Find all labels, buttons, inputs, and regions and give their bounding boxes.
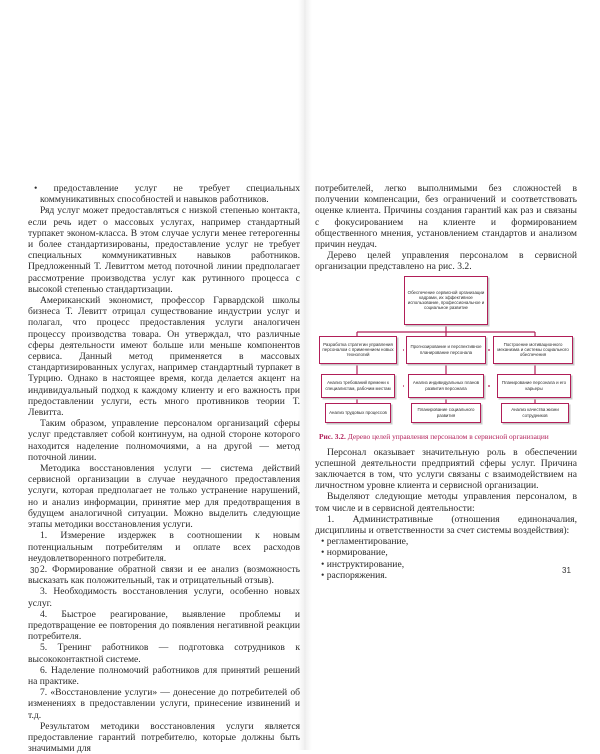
list-item: 4. Быстрое реагирование, выявление проблемы и предотвращение ее повторения до появления негативной реакции потребителя. [28,608,300,643]
right-page [315,183,577,581]
list-item: • инструктирование, [321,558,405,570]
diagram-node-level2: Разработка стратегии управления персоналом с применением новых технологий [319,336,397,364]
page-number-right: 31 [562,566,571,575]
diagram-node-level2: Построение мотивационного механизма и системы социального обеспечения [493,336,573,364]
diagram-node-level4: Анализ качества жизни сотрудников [501,403,569,423]
list-item: • регламентирование, [321,536,409,548]
paragraph: • предоставление услуг не требует специальных коммуникативных способностей и навыков работников. [34,183,300,206]
goal-tree-diagram [319,276,573,428]
list-item: 3. Необходимость восстановления услуги, особенно новых услуг. [28,586,300,609]
left-page-text [28,183,300,754]
list-item: 6. Наделение полномочий работников для принятий решений на практике. [28,664,300,687]
paragraph: Персонал оказывает значительную роль в обеспечении успешной деятельности предприятий сферы услуг. Причина заключается в том, что услуги связаны с взаимодействием на личностном уровне клиента и сервисной организации. [315,446,577,492]
diagram-node-level3: Анализ индивидуальных планов развития персонала [408,374,484,398]
paragraph: потребителей, легко выполнимыми без сложностей в получении компенсации, без ограничений и соответствовать оценке клиента. Причины создания гарантий как раз и связаны с фокусированием на клиенте и формированием общественного мнения, установлением стандартов и анализом причин неудач. [315,183,577,251]
figure-caption-text: Дерево целей управления персоналом в сервисной организации [347,431,549,441]
list-item: • распоряжения. [321,569,388,581]
paragraph: Таким образом, управление персоналом организаций сферы услуг представляет собой континуум, на одной стороне которого находится наделение полномочиями, а на другой — метод поточной линии. [28,418,300,463]
list-item: 1. Измерение издержек в соотношении к новым потенциальным потребителям и оплате всех расходов неудовлетворенного потребителя. [28,530,300,564]
list-item: 2. Формирование обратной связи и ее анализ (возможность высказать как положительный, так и отрицательный отзыв). [28,563,300,587]
paragraph: Дерево целей управления персоналом в сервисной организации представлено на рис. 3.2. [315,250,577,273]
diagram-root-node: Обеспечение сервисной организации кадрами, их эффективное использование, профессиональное и социальное развитие [404,276,488,325]
diagram-node-level2: Прогнозирование и перспективное планирование персонала [406,336,486,364]
page-number-left: 30 [30,566,39,575]
figure-label: Рис. 3.2. [319,431,346,441]
diagram-node-level3: Планирование персонала и его карьеры [497,374,571,398]
diagram-node-level4: Планирование социального развития [411,403,481,423]
list-item: 7. «Восстановление услуги» — донесение до потребителей об изменениях в предоставлении услуги, принесение извинений и т.д. [28,687,300,721]
figure-caption [319,432,577,441]
diagram-node-level3: Анализ требований времени к специалистам, рабочим местам [321,374,395,398]
book-gutter [298,0,312,750]
paragraph: Результатом методики восстановления услуги является предоставление гарантий потребителю, которые должны быть значимыми для [28,720,300,754]
paragraph: Ряд услуг может предоставляться с низкой степенью контакта, если речь идет о массовых услугах, например стандартный турпакет эконом-класса. В этом случае услуги менее гетерогенны и более стандартизированы, предоставление услуг не требует специальных коммуникативных навыков работников. Предложенный Т. Левиттом метод поточной линии предполагает рассмотрение производства услуг как рутинного процесса с высокой степенью стандартизации. [28,205,300,295]
paragraph: Выделяют следующие методы управления персоналом, в том числе и в сервисной деятельности: [315,491,577,514]
paragraph: Методика восстановления услуги — система действий сервисной организации в случае неудачного предоставления услуги, которая предполагает не только устранение нарушений, но и анализ информации, принятие мер для предотвращения в будущем аналогичной ситуации. Можно выделить следующие этапы методики восстановления услуги. [28,463,300,531]
list-item: • нормирование, [321,547,388,559]
list-item: 5. Тренинг работников — подготовка сотрудников к высококонтактной системе. [28,642,300,665]
diagram-node-level4: Анализ трудовых процессов [325,403,391,423]
paragraph: Американский экономист, профессор Гарвардской школы бизнеса Т. Левитт отрицал существование индустрии услуг и полагал, что процесс предоставления услуги аналогичен процессу производства товара. Он утверждал, что различные сферы деятельности имеют больше или меньше компонентов сервиса. Данный метод применяется в массовых стандартизированных услугах, например стандартный турпакет в Турцию. Однако в настоящее время, когда делается акцент на индивидуальный подход к каждому клиенту и его важность при предоставлении услуги, есть много противников теории Т. Левитта. [28,295,300,419]
list-item: 1. Административные (отношения единоначалия, дисциплины и ответственности за счет системы воздействия): [315,513,577,537]
left-page [28,183,300,754]
